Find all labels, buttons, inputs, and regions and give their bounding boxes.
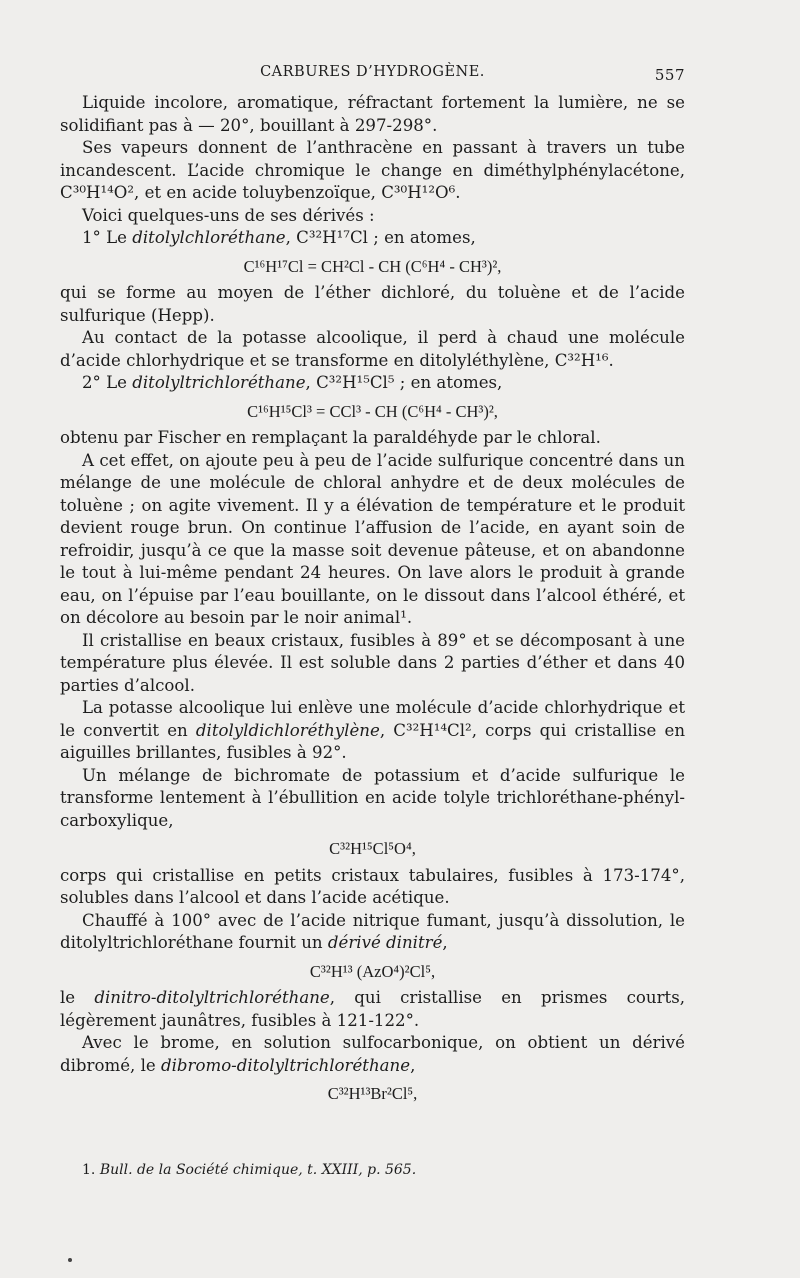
page-header	[60, 64, 685, 86]
text-run: La potasse alcoolique lui enlève une molécule d’acide chlorhydrique et le convertit en	[60, 698, 685, 740]
text-run: , C³²H¹⁵Cl⁵ ; en atomes,	[305, 373, 503, 392]
footnote-text: Bull. de la Société chimique, t. XXIII, p. 565.	[99, 1162, 417, 1178]
paragraph	[60, 697, 685, 765]
footnote-mark: 1.	[82, 1162, 96, 1178]
formula: C³²H¹³Br²Cl⁵,	[327, 1084, 418, 1103]
running-title: CARBURES D’HYDROGÈNE.	[260, 64, 485, 80]
paragraph: Il cristallise en beaux cristaux, fusibles à 89° et se décomposant à une température plus élevée. Il est soluble dans 2 parties d’éther et dans 40 parties d’alcool.	[60, 630, 685, 695]
paragraph	[60, 1032, 685, 1077]
paragraph: obtenu par Fischer en remplaçant la paraldéhyde par le chloral.	[60, 428, 601, 447]
page-body	[60, 92, 685, 1110]
compound-name: dérivé dinitré	[327, 933, 443, 952]
text-run: 2° Le	[82, 373, 133, 392]
paragraph: Un mélange de bichromate de potassium et d’acide sulfurique le transforme lentement à l’ébullition en acide tolyle trichloréthane-phényl-carboxylique,	[60, 765, 685, 830]
paragraph: Au contact de la potasse alcoolique, il perd à chaud une molécule d’acide chlorhydrique et se transforme en ditolyléthylène, C³²H¹⁶.	[60, 328, 685, 370]
text-run: Chauffé à 100° avec de l’acide nitrique fumant, jusqu’à dissolution, le ditolyltrichloréthane fournit un	[60, 910, 685, 952]
footnote	[82, 1162, 682, 1178]
paragraph	[60, 910, 685, 955]
paragraph: Liquide incolore, aromatique, réfractant fortement la lumière, ne se solidifiant pas à — 20°, bouillant à 297-298°.	[60, 93, 685, 135]
compound-name: dibromo-ditolyltrichloréthane	[160, 1055, 411, 1075]
compound-name: dinitro-ditolyltrichloréthane	[94, 988, 330, 1007]
ink-speck	[68, 1258, 72, 1262]
formula: C¹⁶H¹⁷Cl = CH²Cl - CH (C⁶H⁴ - CH³)²,	[243, 256, 502, 276]
paragraph: Voici quelques-uns de ses dérivés :	[82, 205, 375, 225]
compound-name: ditolyltrichloréthane	[132, 373, 306, 392]
text-run: ,	[442, 933, 448, 952]
formula: C¹⁶H¹⁵Cl³ = CCl³ - CH (C⁶H⁴ - CH³)²,	[247, 401, 498, 421]
compound-name: ditolylchloréthane	[132, 228, 286, 247]
paragraph	[60, 987, 685, 1032]
page-number: 557	[654, 66, 685, 84]
paragraph	[60, 227, 685, 250]
paragraph	[60, 372, 685, 395]
text-run: , qui cristallise en prismes courts, légèrement jaunâtres, fusibles à 121-122°.	[60, 988, 685, 1030]
text-run: , C³²H¹⁴Cl², corps qui cristallise en aiguilles brillantes, fusibles à 92°.	[60, 720, 686, 762]
formula: C³²H¹³ (AzO⁴)²Cl⁵,	[309, 961, 436, 981]
text-run: Avec le brome, en solution sulfocarbonique, on obtient un dérivé dibromé, le	[60, 1033, 685, 1075]
text-run: le	[60, 988, 95, 1007]
compound-name: ditolyldichloréthylène	[195, 720, 380, 740]
paragraph: qui se forme au moyen de l’éther dichloré, du toluène et de l’acide sulfurique (Hepp).	[60, 283, 685, 325]
text-run: 1° Le	[82, 228, 133, 247]
paragraph: corps qui cristallise en petits cristaux tabulaires, fusibles à 173-174°, solubles dans l’alcool et dans l’acide acétique.	[60, 865, 685, 907]
text-run: ,	[410, 1055, 416, 1075]
paragraph: A cet effet, on ajoute peu à peu de l’acide sulfurique concentré dans un mélange de une molécule de chloral anhydre et de deux molécules de toluène ; on agite vivement. Il y a élévation de température et le produit devient rouge brun. On continue l’affusion de l’acide, en ayant soin de refroidir, jusqu’à ce que la masse soit devenue pâteuse, et on abandonne le tout à lui-même pendant 24 heures. On lave alors le produit à grande eau, on l’épuise par l’eau bouillante, on le dissout dans l’alcool éthéré, et on décolore au besoin par le noir animal¹.	[60, 450, 685, 627]
formula: C³²H¹⁵Cl⁵O⁴,	[329, 839, 416, 858]
paragraph: Ses vapeurs donnent de l’anthracène en passant à travers un tube incandescent. L’acide chromique le change en diméthylphénylacétone, C³⁰H¹⁴O², et en acide toluybenzoïque, C³⁰H¹²O⁶.	[60, 138, 685, 202]
text-run: , C³²H¹⁷Cl ; en atomes,	[285, 228, 476, 247]
